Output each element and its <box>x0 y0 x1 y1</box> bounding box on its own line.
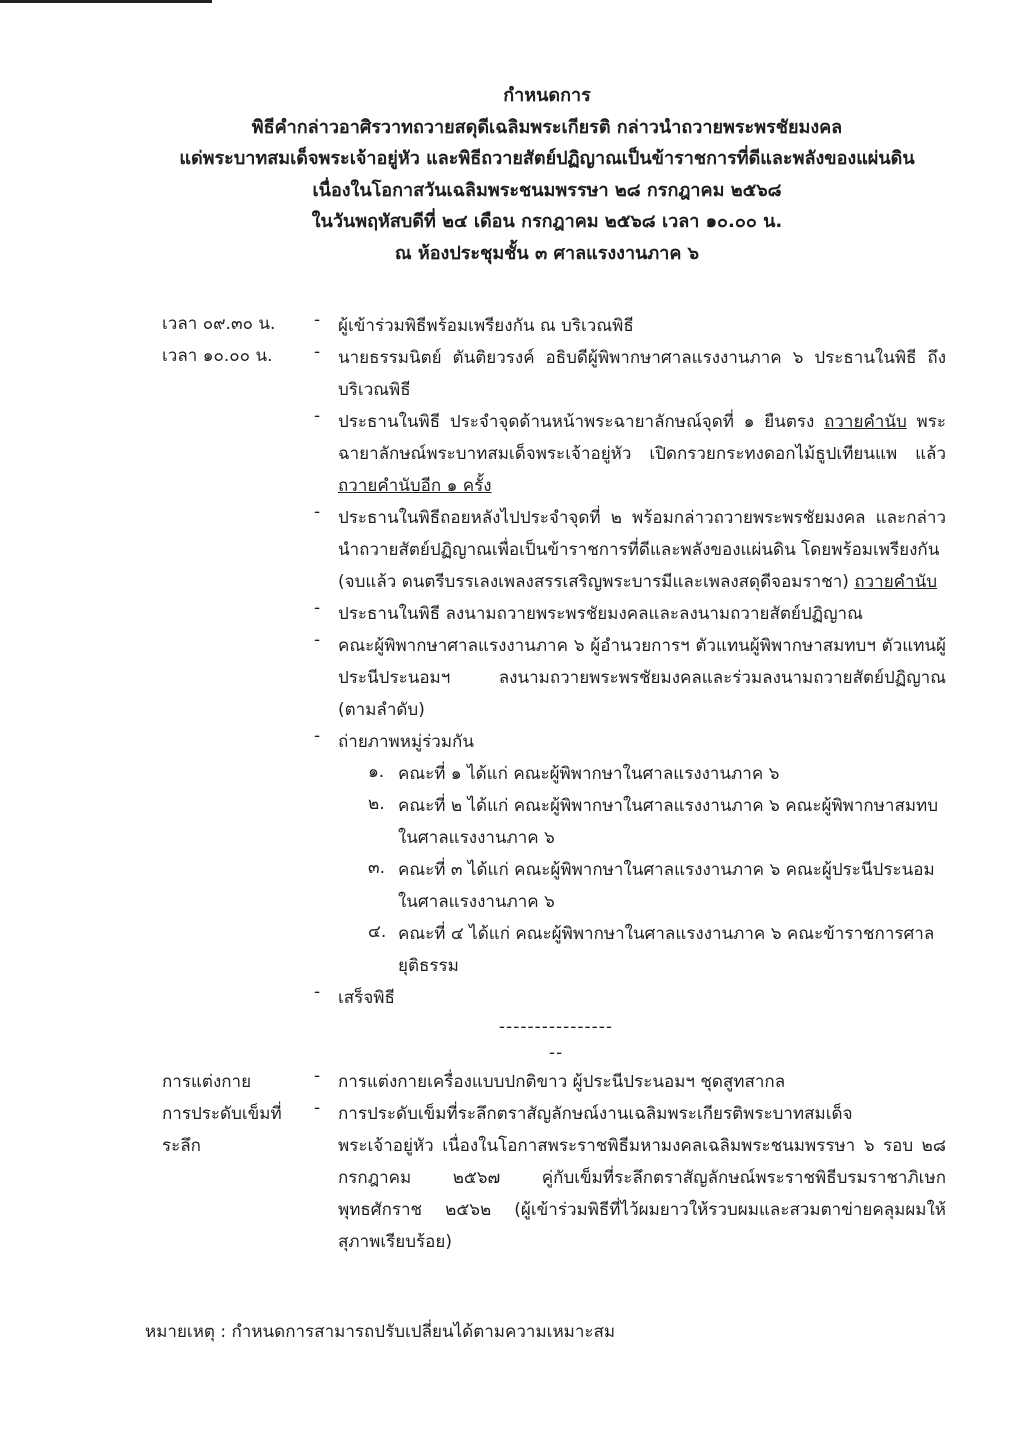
schedule-item <box>0 982 1024 1014</box>
schedule-item <box>0 310 1024 342</box>
underlined-text: ถวายคำนับ <box>854 572 937 592</box>
schedule-time: เวลา ๑๐.๐๐ น. <box>162 346 273 366</box>
photo-group-item <box>0 918 1024 982</box>
group-number: ๔. <box>368 922 387 942</box>
pin-section <box>0 1098 1024 1258</box>
photo-group-item <box>0 758 1024 790</box>
header-occasion: เนื่องในโอกาสวันเฉลิมพระชนมพรรษา ๒๘ กรกฎาคม ๒๕๖๘ <box>312 179 782 201</box>
underlined-text: ถวายคำนับ <box>824 412 907 432</box>
schedule-text: ผู้เข้าร่วมพิธีพร้อมเพรียงกัน ณ บริเวณพิธี <box>338 316 634 336</box>
bullet-dash: - <box>314 406 321 426</box>
schedule-time: เวลา ๐๙.๓๐ น. <box>162 314 276 334</box>
photo-group-item <box>0 854 1024 918</box>
header-ceremony-cont: แด่พระบาทสมเด็จพระเจ้าอยู่หัว และพิธีถวายสัตย์ปฏิญาณเป็นข้าราชการที่ดีและพลังของแผ่นดิน <box>179 148 915 169</box>
bullet-dash: - <box>314 310 321 330</box>
bullet-dash: - <box>314 1098 321 1118</box>
header-ceremony: พิธีคำกล่าวอาศิรวาทถวายสดุดีเฉลิมพระเกียรติ กล่าวนำถวายพระพรชัยมงคล <box>251 116 843 138</box>
schedule-item <box>0 598 1024 630</box>
group-number: ๓. <box>368 858 386 878</box>
group-text: คณะที่ ๔ ได้แก่ คณะผู้พิพากษาในศาลแรงงานภาค ๖ คณะข้าราชการศาลยุติธรรม <box>398 924 935 976</box>
schedule-text <box>338 406 946 502</box>
attire-label: การแต่งกาย <box>162 1072 252 1092</box>
bullet-dash: - <box>314 982 321 1002</box>
section-separator: ------------------ <box>498 1017 614 1063</box>
footnote: หมายเหตุ : กำหนดการสามารถปรับเปลี่ยนได้ตามความเหมาะสม <box>145 1322 616 1342</box>
bullet-dash: - <box>314 1066 321 1086</box>
schedule-text-note <box>338 566 946 598</box>
bullet-dash: - <box>314 726 321 746</box>
schedule-text: ประธานในพิธี ลงนามถวายพระพรชัยมงคลและลงนามถวายสัตย์ปฏิญาณ <box>338 604 863 624</box>
group-text: คณะที่ ๒ ได้แก่ คณะผู้พิพากษาในศาลแรงงานภาค ๖ คณะผู้พิพากษาสมทบในศาลแรงงานภาค ๖ <box>398 796 939 848</box>
schedule-text: ถ่ายภาพหมู่ร่วมกัน <box>338 732 474 752</box>
schedule-text: ประธานในพิธีถอยหลังไปประจำจุดที่ ๒ พร้อมกล่าวถวายพระพรชัยมงคล และกล่าวนำถวายสัตย์ปฏิญาณเพื่อเป็นข้าราชการที่ดีและพลังของแผ่นดิน โดยพร้อมเพรียงกัน <box>338 508 946 560</box>
bullet-dash: - <box>314 502 321 522</box>
group-number: ๑. <box>368 762 385 782</box>
schedule-item <box>0 726 1024 758</box>
schedule-text: เสร็จพิธี <box>338 988 395 1008</box>
text-segment: ประธานในพิธี ประจำจุดด้านหน้าพระฉายาลักษณ์จุดที่ ๑ ยืนตรง <box>338 412 825 432</box>
attire-text: การแต่งกายเครื่องแบบปกติขาว ผู้ประนีประนอมฯ ชุดสูทสากล <box>338 1072 786 1092</box>
header-venue: ณ ห้องประชุมชั้น ๓ ศาลแรงงานภาค ๖ <box>394 242 700 264</box>
group-number: ๒. <box>368 794 385 814</box>
attire-section <box>0 1066 1024 1098</box>
bullet-dash: - <box>314 630 321 650</box>
photo-group-item <box>0 790 1024 854</box>
schedule-text: นายธรรมนิตย์ ตันติยวรงค์ อธิบดีผู้พิพากษาศาลแรงงานภาค ๖ ประธานในพิธี ถึงบริเวณพิธี <box>338 348 946 400</box>
underlined-text: ถวายคำนับอีก ๑ ครั้ง <box>338 476 492 496</box>
group-text: คณะที่ ๑ ได้แก่ คณะผู้พิพากษาในศาลแรงงานภาค ๖ <box>398 764 780 784</box>
schedule-item <box>0 502 1024 598</box>
schedule-body <box>0 310 1024 1258</box>
group-text: คณะที่ ๓ ได้แก่ คณะผู้พิพากษาในศาลแรงงานภาค ๖ คณะผู้ประนีประนอมในศาลแรงงานภาค ๖ <box>398 860 935 912</box>
text-segment: พระฉายาลักษณ์พระบาทสมเด็จพระเจ้าอยู่หัว เปิดกรวยกระทงดอกไม้ธูปเทียนแพ แล้ว <box>338 412 946 464</box>
schedule-item <box>0 630 1024 726</box>
text-segment: (จบแล้ว ดนตรีบรรเลงเพลงสรรเสริญพระบารมีและเพลงสดุดีจอมราชา) <box>338 572 855 592</box>
bullet-dash: - <box>314 598 321 618</box>
header-date-time: ในวันพฤหัสบดีที่ ๒๔ เดือน กรกฎาคม ๒๕๖๘ เวลา ๑๐.๐๐ น. <box>311 211 783 232</box>
header-title: กำหนดการ <box>503 85 591 106</box>
schedule-item <box>0 342 1024 406</box>
document-header <box>90 80 1004 269</box>
schedule-text: คณะผู้พิพากษาศาลแรงงานภาค ๖ ผู้อำนวยการฯ ตัวแทนผู้พิพากษาสมทบฯ ตัวแทนผู้ประนีประนอมฯ ลงนามถวายพระพรชัยมงคลและร่วมลงนามถวายสัตย์ปฏิญาณ (ตามลำดับ) <box>338 636 946 720</box>
schedule-item <box>0 406 1024 502</box>
pin-label: การประดับเข็มที่ระลึก <box>162 1104 282 1156</box>
pin-text: การประดับเข็มที่ระลึกตราสัญลักษณ์งานเฉลิมพระเกียรติพระบาทสมเด็จพระเจ้าอยู่หัว เนื่องในโอกาสพระราชพิธีมหามงคลเฉลิมพระชนมพรรษา ๖ รอบ ๒๘ กรกฎาคม ๒๕๖๗ คู่กับเข็มที่ระลึกตราสัญลักษณ์พระราชพิธีบรมราชาภิเษก พุทธศักราช ๒๕๖๒ (ผู้เข้าร่วมพิธีที่ไว้ผมยาวให้รวบผมและสวมตาข่ายคลุมผมให้สุภาพเรียบร้อย) <box>338 1104 946 1252</box>
top-rule <box>0 0 212 3</box>
bullet-dash: - <box>314 342 321 362</box>
